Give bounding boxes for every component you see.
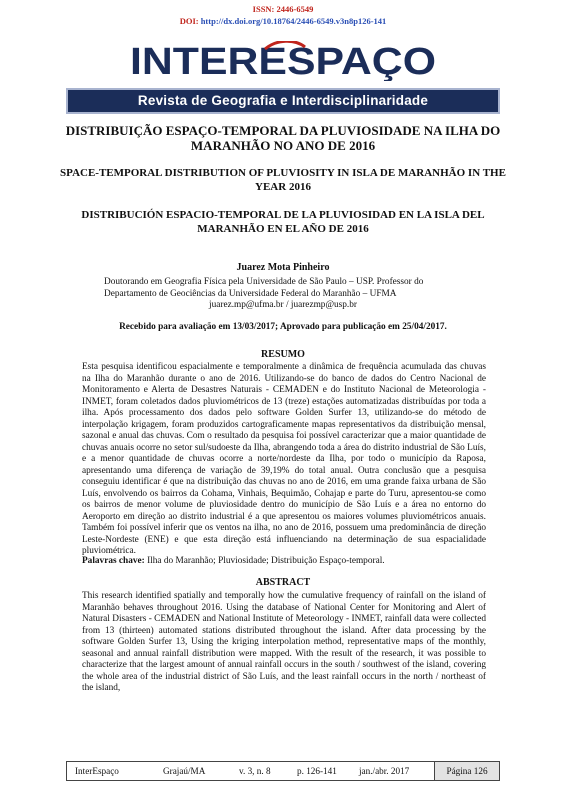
abstract-text: This research identified spatially and temporally how the cumulative frequency of rainfall on the island of Maranhão behaves throughout 2016. Using the database of National Center for Monitoring and Alert of Natural Disasters - CEMADEN and National Institute of Meteorology - INMET, rainfall data were collected from 13 (thirteen) automated stations distributed throughout the island. After data processing by the software Golden Surfer 13, Using the kriging interpolation method, representative maps of the monthly, seasonal and annual rainfall distribution were mapped. With the result of the research, it was possible to characterize that the largest amount of annual rainfall occurs in the south / southwest of the island, covering the whole area of the industrial district of São Luís, and the least rainfall occurs in the north / northeast of the island, (82, 591, 486, 693)
journal-subtitle-banner: Revista de Geografia e Interdisciplinaridade (66, 88, 500, 114)
keywords-label: Palavras chave: (82, 556, 145, 566)
title-english: SPACE-TEMPORAL DISTRIBUTION OF PLUVIOSITY IN ISLA DE MARANHÃO IN THE YEAR 2016 (60, 167, 506, 193)
title-spanish: DISTRIBUCIÓN ESPACIO-TEMPORAL DE LA PLUVIOSIDAD EN LA ISLA DEL MARANHÃO EN EL AÑO DE 2016 (81, 209, 485, 235)
page-footer (66, 761, 500, 781)
keywords-text: Ilha do Maranhão; Pluviosidade; Distribuição Espaço-temporal. (147, 556, 385, 566)
submission-dates: Recebido para avaliação em 13/03/2017; Aprovado para publicação em 25/04/2017. (119, 322, 447, 332)
footer-city: Grajaú/MA (163, 766, 206, 776)
doi-label: DOI: (179, 16, 199, 26)
doi-line (0, 16, 566, 26)
doi-link[interactable]: http://dx.doi.org/10.18764/2446-6549.v3n8p126-141 (200, 16, 387, 26)
footer-volume: v. 3, n. 8 (239, 766, 271, 776)
journal-logo (127, 41, 439, 81)
footer-date: jan./abr. 2017 (359, 766, 410, 776)
resumo-text: Esta pesquisa identificou espacialmente e temporalmente a dinâmica de frequência acumulada das chuvas na Ilha do Maranhão durante o ano de 2016. Utilizando-se do banco de dados do Centro Nacional de Monitoramento e Alerta de Desastres Naturais - CEMADEN e do Instituto Nacional de Meteorologia - INMET, foram coletados dados pluviométricos de 13 (treze) estações automatizadas distribuídas por toda a ilha. Após processamento dos dados pelo software Golden Surfer 13, utilizando-se do método de interpolação krigagem, foram produzidos cartograficamente mapas representativos da distribuição mensal, sazonal e anual das chuvas. Com o resultado da pesquisa foi possível caracterizar que a maior quantidade de chuvas anuais ocorre no setor sul/sudoeste da Ilha, abrangendo toda a área do distrito industrial de São Luís, e a menor quantidade de chuvas ocorre a norte/nordeste da Ilha, por todo o município da Raposa, apresentando uma diferença de variação de 39,19% do total anual. Outra conclusão que a pesquisa conseguiu identificar é que na distribuição das chuvas no ano de 2016, em uma grande faixa urbana de São Luís, envolvendo os bairros da Cohama, Vinhais, Bequimão, Cohajap e parte do Turu, apresentou-se como os bairros de menor volume de pluviosidade dentro do município de São Luís e a área no entorno do Aeroporto em direção ao distrito industrial é a que apresentou os maiores volumes pluviométricos anuais. Também foi possível inferir que os ventos na ilha, no ano de 2016, possuem uma predominância de direção Leste-Nordeste (ENE) e que esta direção está influenciando na determinação de sua espacialidade pluviométrica. (82, 362, 486, 556)
author-name: Juarez Mota Pinheiro (236, 262, 330, 273)
journal-logo-text: INTERESPAÇO (130, 41, 436, 81)
footer-pages: p. 126-141 (297, 766, 337, 776)
abstract-heading: ABSTRACT (255, 577, 311, 588)
footer-page-number: Página 126 (434, 762, 499, 780)
issn-label: ISSN: 2446-6549 (252, 4, 314, 14)
keywords-line (82, 556, 486, 566)
footer-journal: InterEspaço (75, 766, 119, 776)
author-emails[interactable]: juarez.mp@ufma.br / juarezmp@usp.br (208, 300, 357, 310)
author-affiliation: Doutorando em Geografia Física pela Universidade de São Paulo – USP. Professor do Departamento de Geociências da Universidade Federal do Maranhão – UFMA (104, 277, 424, 299)
title-portuguese: DISTRIBUIÇÃO ESPAÇO-TEMPORAL DA PLUVIOSIDADE NA ILHA DO MARANHÃO NO ANO DE 2016 (65, 123, 501, 153)
resumo-heading: RESUMO (261, 349, 305, 360)
